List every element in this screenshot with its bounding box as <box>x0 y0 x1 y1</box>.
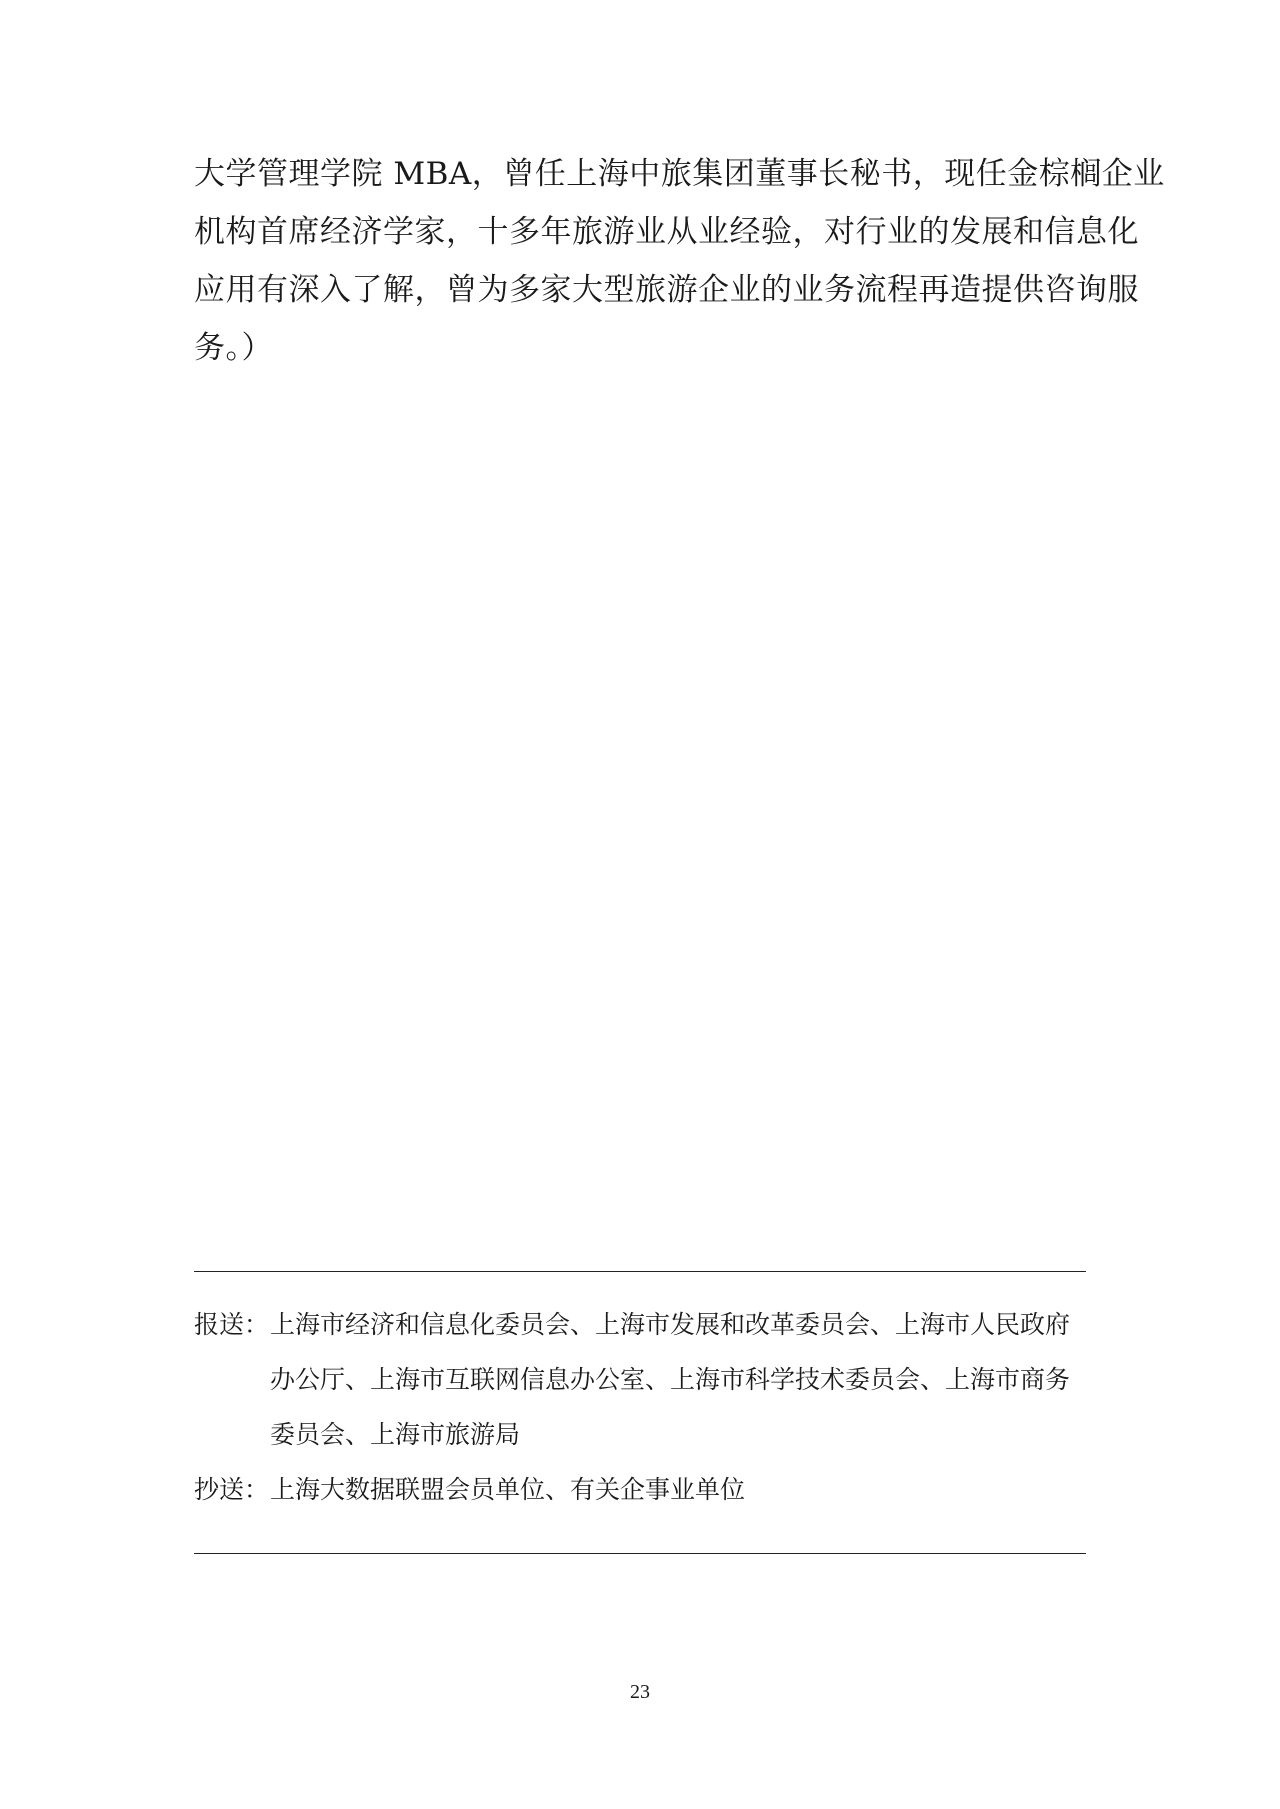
copy-to-text: 上海大数据联盟会员单位、有关企事业单位 <box>270 1475 746 1504</box>
body-paragraph <box>194 145 1165 377</box>
body-line-3: 应用有深入了解，曾为多家大型旅游企业的业务流程再造提供咨询服 <box>194 272 1139 308</box>
report-to-block <box>194 1297 1086 1462</box>
report-to-label: 报送： <box>194 1310 270 1339</box>
copy-to-block <box>194 1462 1086 1517</box>
body-line-4: 务。） <box>194 330 273 366</box>
copy-to-line <box>194 1462 1086 1517</box>
bottom-divider <box>194 1553 1086 1554</box>
report-to-text-1: 上海市经济和信息化委员会、上海市发展和改革委员会、上海市人民政府 <box>270 1310 1071 1339</box>
page-number: 23 <box>630 1681 650 1703</box>
body-line-1: 大学管理学院 MBA，曾任上海中旅集团董事长秘书，现任金棕榈企业 <box>194 156 1165 192</box>
body-line-2: 机构首席经济学家，十多年旅游业从业经验，对行业的发展和信息化 <box>194 214 1139 250</box>
copy-to-label: 抄送： <box>194 1475 270 1504</box>
report-to-line-1 <box>194 1297 1086 1352</box>
top-divider <box>194 1271 1086 1272</box>
report-to-text-3: 委员会、上海市旅游局 <box>270 1420 521 1449</box>
report-to-text-2: 办公厅、上海市互联网信息办公室、上海市科学技术委员会、上海市商务 <box>270 1365 1071 1394</box>
